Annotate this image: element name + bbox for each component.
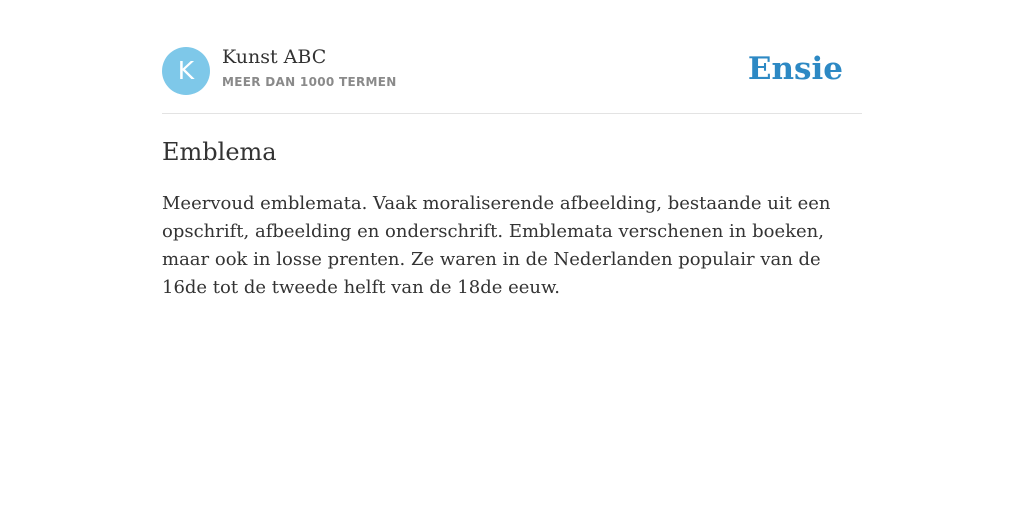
term-title: Emblema: [162, 138, 277, 166]
source-header: [162, 46, 862, 96]
definition-card: [162, 46, 862, 298]
ensie-logo-link[interactable]: Ensie: [747, 51, 843, 87]
term-definition: Meervoud emblemata. Vaak moraliserende afbeelding, bestaande uit een opschrift, afbeelding en onderschrift. Emblemata verschenen in boeken, maar ook in losse prenten. Ze waren in de Nederlanden populair van de 16de tot de tweede helft van de 18de eeuw.: [162, 193, 831, 298]
source-term-count: MEER DAN 1000 TERMEN: [222, 75, 397, 89]
header-divider: [162, 113, 862, 114]
source-avatar[interactable]: K: [162, 47, 210, 95]
source-name[interactable]: Kunst ABC: [222, 46, 327, 68]
